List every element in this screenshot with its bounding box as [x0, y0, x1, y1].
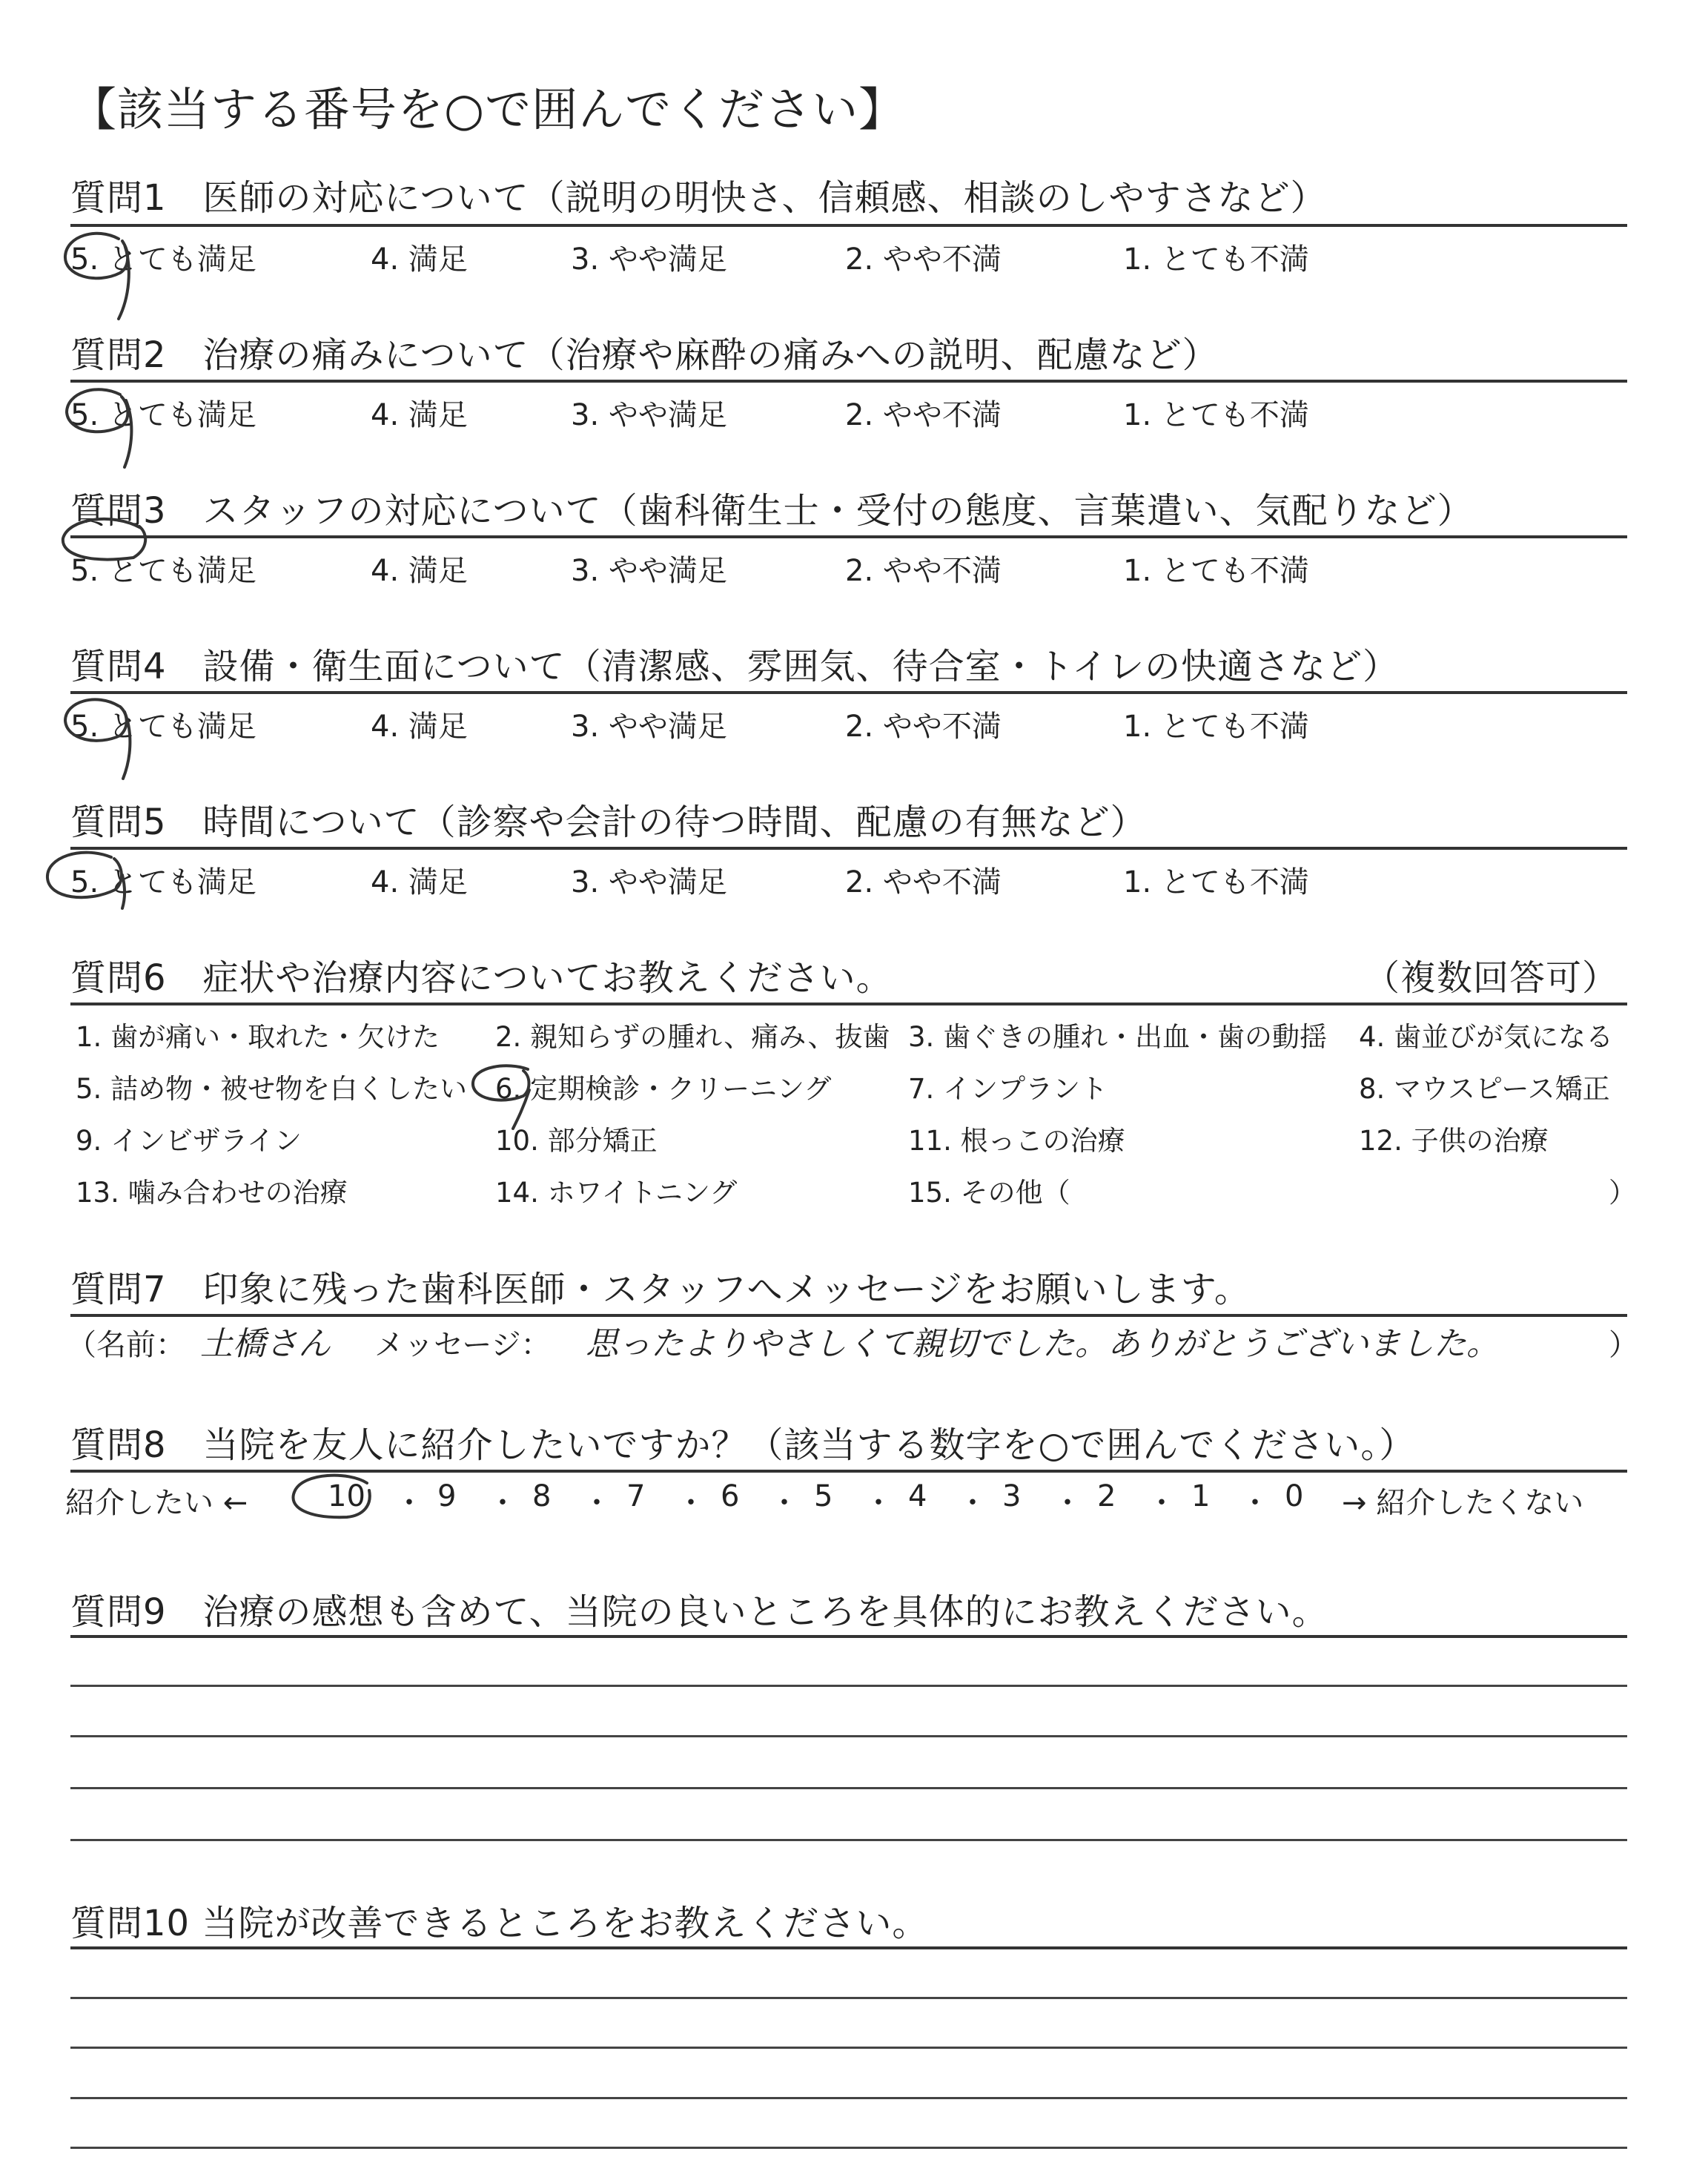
symptom-option[interactable]: 8. マウスピース矯正 — [1359, 1073, 1610, 1105]
option-1[interactable]: 1. とても不満 — [1123, 865, 1309, 899]
scale-1[interactable]: 1 — [1191, 1479, 1211, 1513]
option-1[interactable]: 1. とても不満 — [1123, 710, 1309, 744]
message-prefix: メッセージ： — [374, 1328, 551, 1362]
scale-separator-dot: ・ — [1147, 1486, 1176, 1520]
scale-9[interactable]: 9 — [437, 1479, 457, 1513]
symptom-option[interactable]: 7. インプラント — [908, 1073, 1108, 1105]
option-5[interactable]: 5. とても満足 — [70, 242, 256, 277]
scale-3[interactable]: 3 — [1002, 1479, 1022, 1513]
option-2[interactable]: 2. やや不満 — [845, 242, 1002, 277]
scale-10[interactable]: 10 — [328, 1479, 365, 1513]
option-1[interactable]: 1. とても不満 — [1123, 242, 1309, 277]
message-close-paren: ） — [1609, 1328, 1638, 1362]
question-3-label: 質問3 スタッフの対応について（歯科衛生士・受付の態度、言葉遣い、気配りなど） — [70, 490, 1474, 532]
name-prefix: （名前： — [67, 1328, 185, 1362]
recommend-left-label: 紹介したい ← — [65, 1486, 248, 1520]
question-5-label: 質問5 時間について（診察や会計の待つ時間、配慮の有無など） — [70, 802, 1147, 843]
option-4[interactable]: 4. 満足 — [371, 398, 468, 432]
option-3[interactable]: 3. やや満足 — [571, 242, 727, 277]
symptom-option[interactable]: 10. 部分矯正 — [495, 1125, 658, 1157]
question-8-label: 質問8 当院を友人に紹介したいですか？（該当する数字を○で囲んでください。） — [70, 1424, 1416, 1466]
option-4[interactable]: 4. 満足 — [371, 242, 468, 277]
recommend-right-label: → 紹介したくない — [1342, 1486, 1584, 1520]
form-title: 【該当する番号を○で囲んでください】 — [70, 82, 906, 136]
scale-5[interactable]: 5 — [814, 1479, 833, 1513]
scale-separator-dot: ・ — [394, 1486, 424, 1520]
scale-2[interactable]: 2 — [1097, 1479, 1116, 1513]
option-1[interactable]: 1. とても不満 — [1123, 554, 1309, 588]
staff-name-input[interactable]: 土橋さん — [200, 1325, 331, 1363]
q8-selection-circle — [293, 1476, 369, 1518]
symptom-option[interactable]: 3. 歯ぐきの腫れ・出血・歯の動揺 — [908, 1021, 1328, 1053]
scale-separator-dot: ・ — [676, 1486, 706, 1520]
question-6-label: 質問6 症状や治療内容についてお教えください。 — [70, 957, 893, 999]
option-1[interactable]: 1. とても不満 — [1123, 398, 1309, 432]
q4-selection-circle — [65, 699, 130, 779]
symptom-option[interactable]: 14. ホワイトニング — [495, 1177, 738, 1209]
question-9-label: 質問9 治療の感想も含めて、当院の良いところを具体的にお教えください。 — [70, 1591, 1328, 1633]
option-4[interactable]: 4. 満足 — [371, 865, 468, 899]
other-close-paren: ） — [1609, 1177, 1636, 1209]
q6-selection-circle — [473, 1066, 529, 1129]
scale-0[interactable]: 0 — [1285, 1479, 1304, 1513]
option-4[interactable]: 4. 満足 — [371, 554, 468, 588]
option-3[interactable]: 3. やや満足 — [571, 865, 727, 899]
symptom-option[interactable]: 12. 子供の治療 — [1359, 1125, 1549, 1157]
option-3[interactable]: 3. やや満足 — [571, 710, 727, 744]
question-2-label: 質問2 治療の痛みについて（治療や麻酔の痛みへの説明、配慮など） — [70, 334, 1219, 376]
symptom-option[interactable]: 2. 親知らずの腫れ、痛み、抜歯 — [495, 1021, 890, 1053]
symptom-option[interactable]: 11. 根っこの治療 — [908, 1125, 1125, 1157]
scale-separator-dot: ・ — [488, 1486, 517, 1520]
option-4[interactable]: 4. 満足 — [371, 710, 468, 744]
question-10-label: 質問10 当院が改善できるところをお教えください。 — [70, 1903, 929, 1944]
option-5[interactable]: 5. とても満足 — [70, 710, 256, 744]
option-2[interactable]: 2. やや不満 — [845, 710, 1002, 744]
multiple-answers-note: （複数回答可） — [1364, 957, 1619, 999]
scale-separator-dot: ・ — [864, 1486, 893, 1520]
option-2[interactable]: 2. やや不満 — [845, 398, 1002, 432]
message-input[interactable]: 思ったよりやさしくて親切でした。ありがとうございました。 — [586, 1325, 1499, 1363]
scale-separator-dot: ・ — [958, 1486, 987, 1520]
symptom-option[interactable]: 13. 噛み合わせの治療 — [76, 1177, 348, 1209]
question-1-label: 質問1 医師の対応について（説明の明快さ、信頼感、相談のしやすさなど） — [70, 177, 1327, 219]
symptom-option[interactable]: 15. その他（ — [908, 1177, 1070, 1209]
option-3[interactable]: 3. やや満足 — [571, 398, 727, 432]
symptom-option[interactable]: 9. インビザライン — [76, 1125, 302, 1157]
scale-7[interactable]: 7 — [626, 1479, 646, 1513]
option-3[interactable]: 3. やや満足 — [571, 554, 727, 588]
option-5[interactable]: 5. とても満足 — [70, 398, 256, 432]
scale-6[interactable]: 6 — [721, 1479, 740, 1513]
scale-separator-dot: ・ — [1240, 1486, 1270, 1520]
option-5[interactable]: 5. とても満足 — [70, 865, 256, 899]
q5-selection-circle — [47, 853, 125, 908]
scale-4[interactable]: 4 — [908, 1479, 927, 1513]
option-5[interactable]: 5. とても満足 — [70, 554, 256, 588]
scale-separator-dot: ・ — [582, 1486, 612, 1520]
option-2[interactable]: 2. やや不満 — [845, 554, 1002, 588]
symptom-option[interactable]: 4. 歯並びが気になる — [1359, 1021, 1614, 1053]
question-7-label: 質問7 印象に残った歯科医師・スタッフへメッセージをお願いします。 — [70, 1269, 1251, 1310]
option-2[interactable]: 2. やや不満 — [845, 865, 1002, 899]
question-4-label: 質問4 設備・衛生面について（清潔感、雰囲気、待合室・トイレの快適さなど） — [70, 646, 1400, 687]
symptom-option[interactable]: 5. 詰め物・被せ物を白くしたい — [76, 1073, 468, 1105]
q2-selection-circle — [67, 389, 131, 467]
scale-8[interactable]: 8 — [532, 1479, 552, 1513]
symptom-option[interactable]: 6. 定期検診・クリーニング — [495, 1073, 832, 1105]
q1-selection-circle — [65, 234, 129, 319]
symptom-option[interactable]: 1. 歯が痛い・取れた・欠けた — [76, 1021, 440, 1053]
scale-separator-dot: ・ — [769, 1486, 799, 1520]
scale-separator-dot: ・ — [1053, 1486, 1082, 1520]
q3-selection-circle — [63, 519, 145, 560]
